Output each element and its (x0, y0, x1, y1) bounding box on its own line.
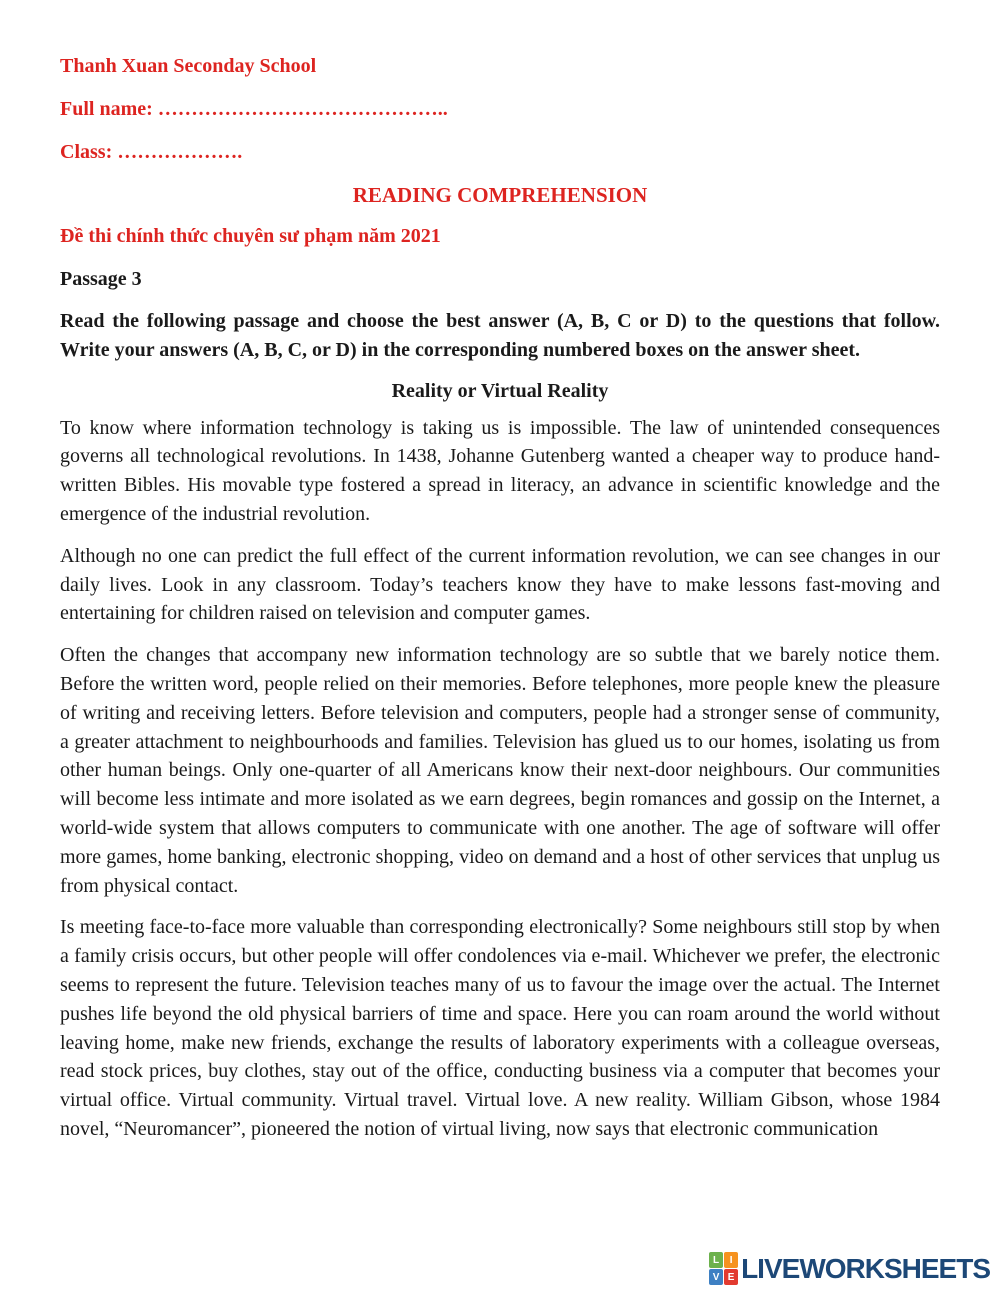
passage-title: Reality or Virtual Reality (391, 379, 609, 402)
full-name-field: Full name: …………………………………….. (60, 98, 448, 120)
logo-square-l: L (709, 1252, 723, 1268)
passage-label: Passage 3 (60, 268, 142, 290)
liveworksheets-logo (709, 1252, 990, 1285)
page-title: READING COMPREHENSION (352, 183, 648, 207)
logo-square-v: V (709, 1269, 723, 1285)
instructions-text: Read the following passage and choose the best answer (A, B, C or D) to the questions that follow. Write your answers (A, B, C, or D) in the corresponding numbered boxes on the answer sheet. (60, 310, 940, 361)
liveworksheets-logo-icon (709, 1252, 738, 1285)
logo-square-i: I (724, 1252, 738, 1268)
passage-paragraph-3: Often the changes that accompany new information technology are so subtle that we barely notice them. Before the written word, people relied on their memories. Before telephones, more people knew the pleasure of writing and receiving letters. Before television and computers, people had a stronger sense of community, a greater attachment to neighbourhoods and families. Television has glued us to our homes, isolating us from other human beings. Only one-quarter of all Americans know their next-door neighbours. Our communities will become less intimate and more isolated as we earn degrees, begin romances and gossip on the Internet, a world-wide system that allows computers to communicate with one another. The age of software will offer more games, home banking, electronic shopping, video on demand and a host of other services that unplug us from physical contact. (60, 644, 940, 897)
passage-paragraph-2: Although no one can predict the full effect of the current information revolution, we can see changes in our daily lives. Look in any classroom. Today’s teachers know they have to make lessons fast-moving and entertaining for children raised on television and computer games. (60, 544, 940, 625)
school-name: Thanh Xuan Seconday School (60, 55, 317, 77)
passage-paragraph-4: Is meeting face-to-face more valuable than corresponding electronically? Some neighbours still stop by when a family crisis occurs, but other people will offer condolences via e-mail. Whichever we prefer, the electronic seems to represent the future. Television teaches many of us to favour the image over the actual. The Internet pushes life beyond the old physical barriers of time and space. Here you can roam around the world without leaving home, make new friends, exchange the results of laboratory experiments with a colleague overseas, read stock prices, buy clothes, stay out of the office, conducting business via a computer that becomes your virtual office. Virtual community. Virtual travel. Virtual love. A new reality. William Gibson, whose 1984 novel, “Neuromancer”, pioneered the notion of virtual living, now says that electronic communication (60, 916, 940, 1140)
passage-paragraph-1: To know where information technology is taking us is impossible. The law of unintended consequences governs all technological revolutions. In 1438, Johanne Gutenberg wanted a cheaper way to produce hand-written Bibles. His movable type fostered a spread in literacy, an advance in scientific knowledge and the emergence of the industrial revolution. (60, 416, 940, 525)
logo-square-e: E (724, 1269, 738, 1285)
liveworksheets-logo-text: LIVEWORKSHEETS (741, 1252, 990, 1284)
exam-note: Đề thi chính thức chuyên sư phạm năm 2021 (60, 225, 441, 247)
class-field: Class: ………………. (60, 141, 243, 163)
